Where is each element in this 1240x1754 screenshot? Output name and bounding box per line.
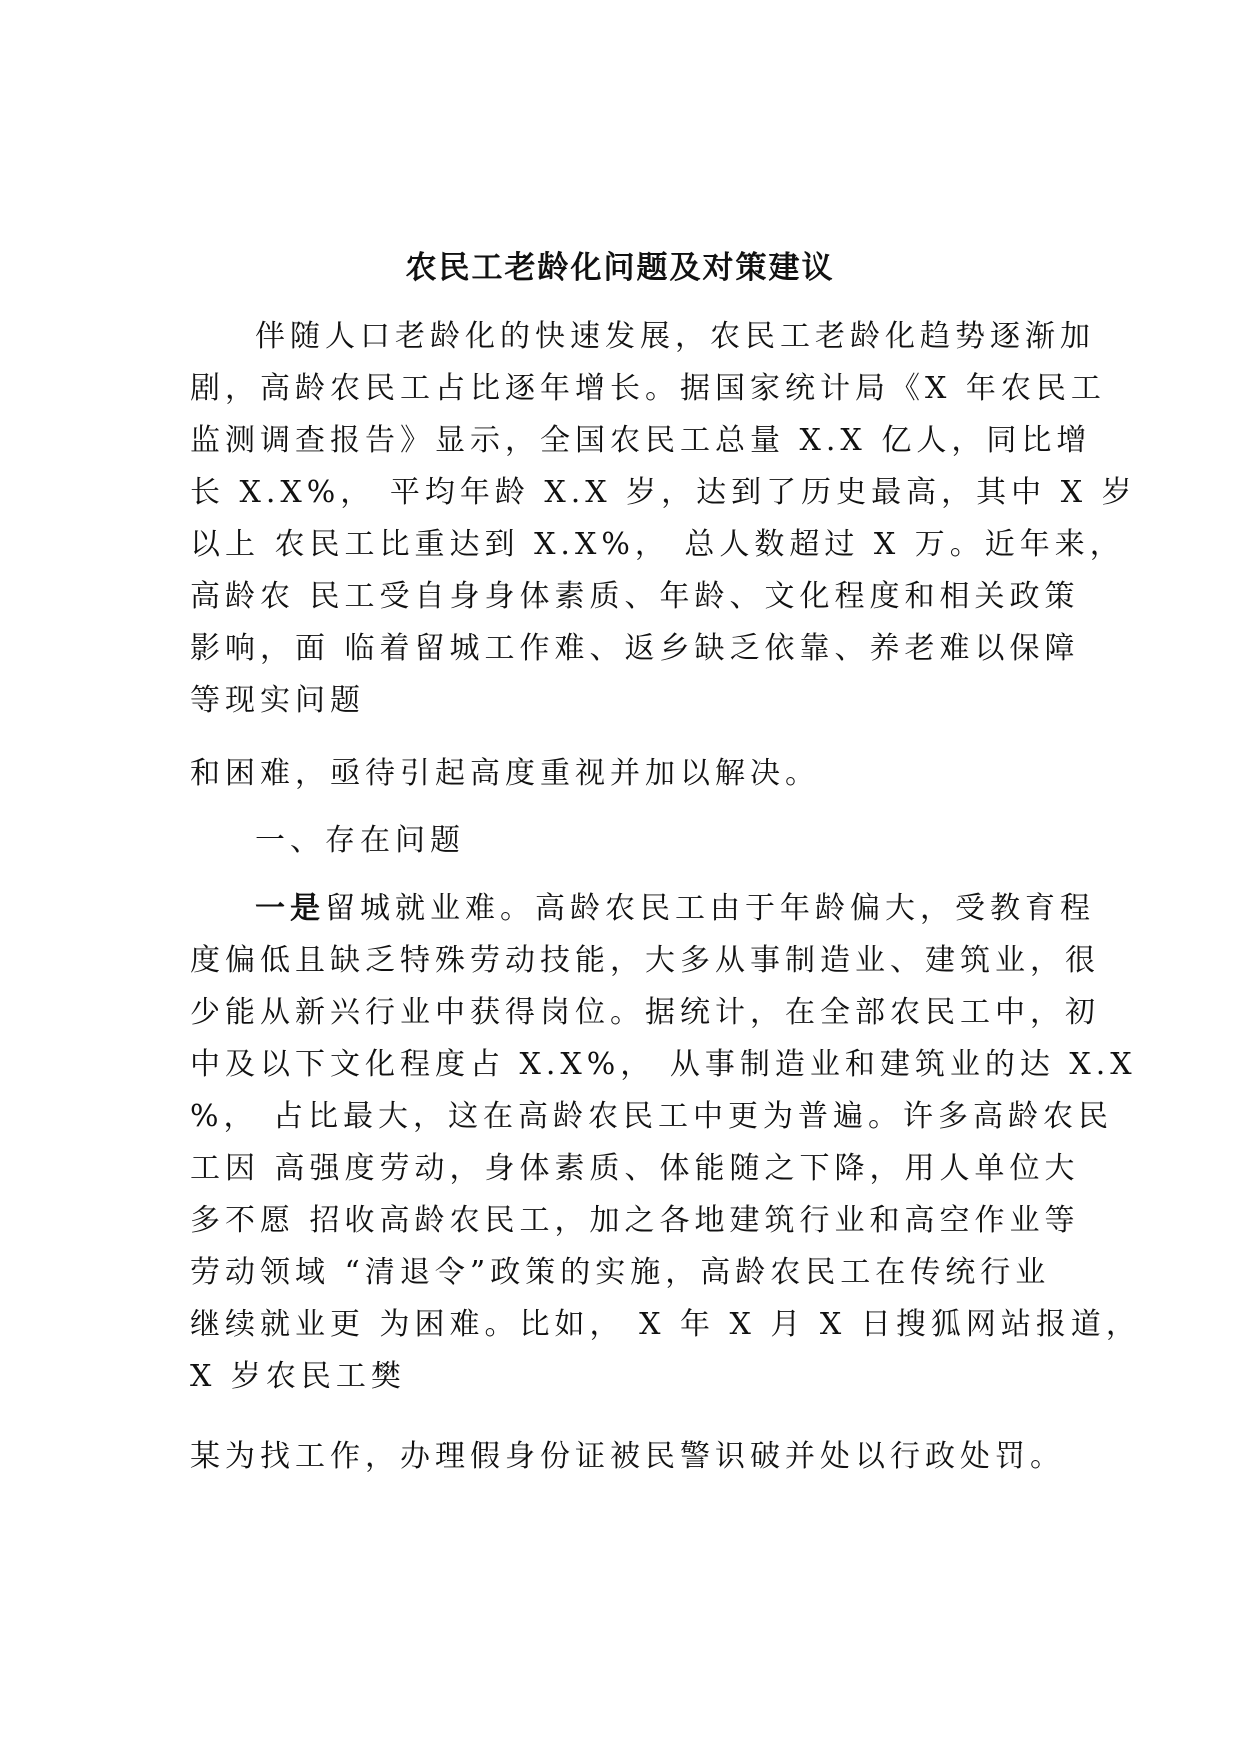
intro-tail: 和困难，亟待引起高度重视并加以解决。 [190,756,820,791]
intro-line: 剧，高龄农民工占比逐年增长。据国家统计局《X 年农民工 [190,371,1106,406]
intro-line: 高龄农 民工受自身身体素质、年龄、文化程度和相关政策 [190,579,1080,614]
point1-line: 中及以下文化程度占 X.X%， 从事制造业和建筑业的达 X.X [190,1047,1137,1082]
point1-line: 少能从新兴行业中获得岗位。据统计，在全部农民工中，初 [190,995,1100,1030]
point1-line: 留城就业难。高龄农民工由于年龄偏大，受教育程 [325,891,1095,926]
intro-line: 以上 农民工比重达到 X.X%， 总人数超过 X 万。近年来， [190,527,1125,562]
point1-line: 度偏低且缺乏特殊劳动技能，大多从事制造业、建筑业，很 [190,943,1100,978]
point1-line: 工因 高强度劳动，身体素质、体能随之下降，用人单位大 [190,1151,1080,1186]
point1-line: 多不愿 招收高龄农民工，加之各地建筑行业和高空作业等 [190,1203,1080,1238]
point1-lead: 一是 [255,891,325,926]
point1-line: 劳动领域 “清退令”政策的实施，高龄农民工在传统行业 [190,1255,1051,1290]
intro-line: 伴随人口老龄化的快速发展，农民工老龄化趋势逐渐加 [255,319,1095,354]
point1-line: %， 占比最大，这在高龄农民工中更为普遍。许多高龄农民 [190,1099,1114,1134]
intro-line: 长 X.X%， 平均年龄 X.X 岁，达到了历史最高，其中 X 岁 [190,475,1137,510]
point1-line: X 岁农民工樊 [190,1359,406,1394]
point1-tail: 某为找工作，办理假身份证被民警识破并处以行政处罚。 [190,1439,1065,1474]
intro-line: 等现实问题 [190,683,365,718]
point1-first-line [255,889,1095,929]
intro-line: 监测调查报告》显示，全国农民工总量 X.X 亿人，同比增 [190,423,1092,458]
point1-line: 继续就业更 为困难。比如， X 年 X 月 X 日搜狐网站报道， [190,1307,1141,1342]
document-title: 农民工老龄化问题及对策建议 [405,250,835,286]
section-heading: 一、存在问题 [255,823,465,858]
intro-line: 影响，面 临着留城工作难、返乡缺乏依靠、养老难以保障 [190,631,1080,666]
